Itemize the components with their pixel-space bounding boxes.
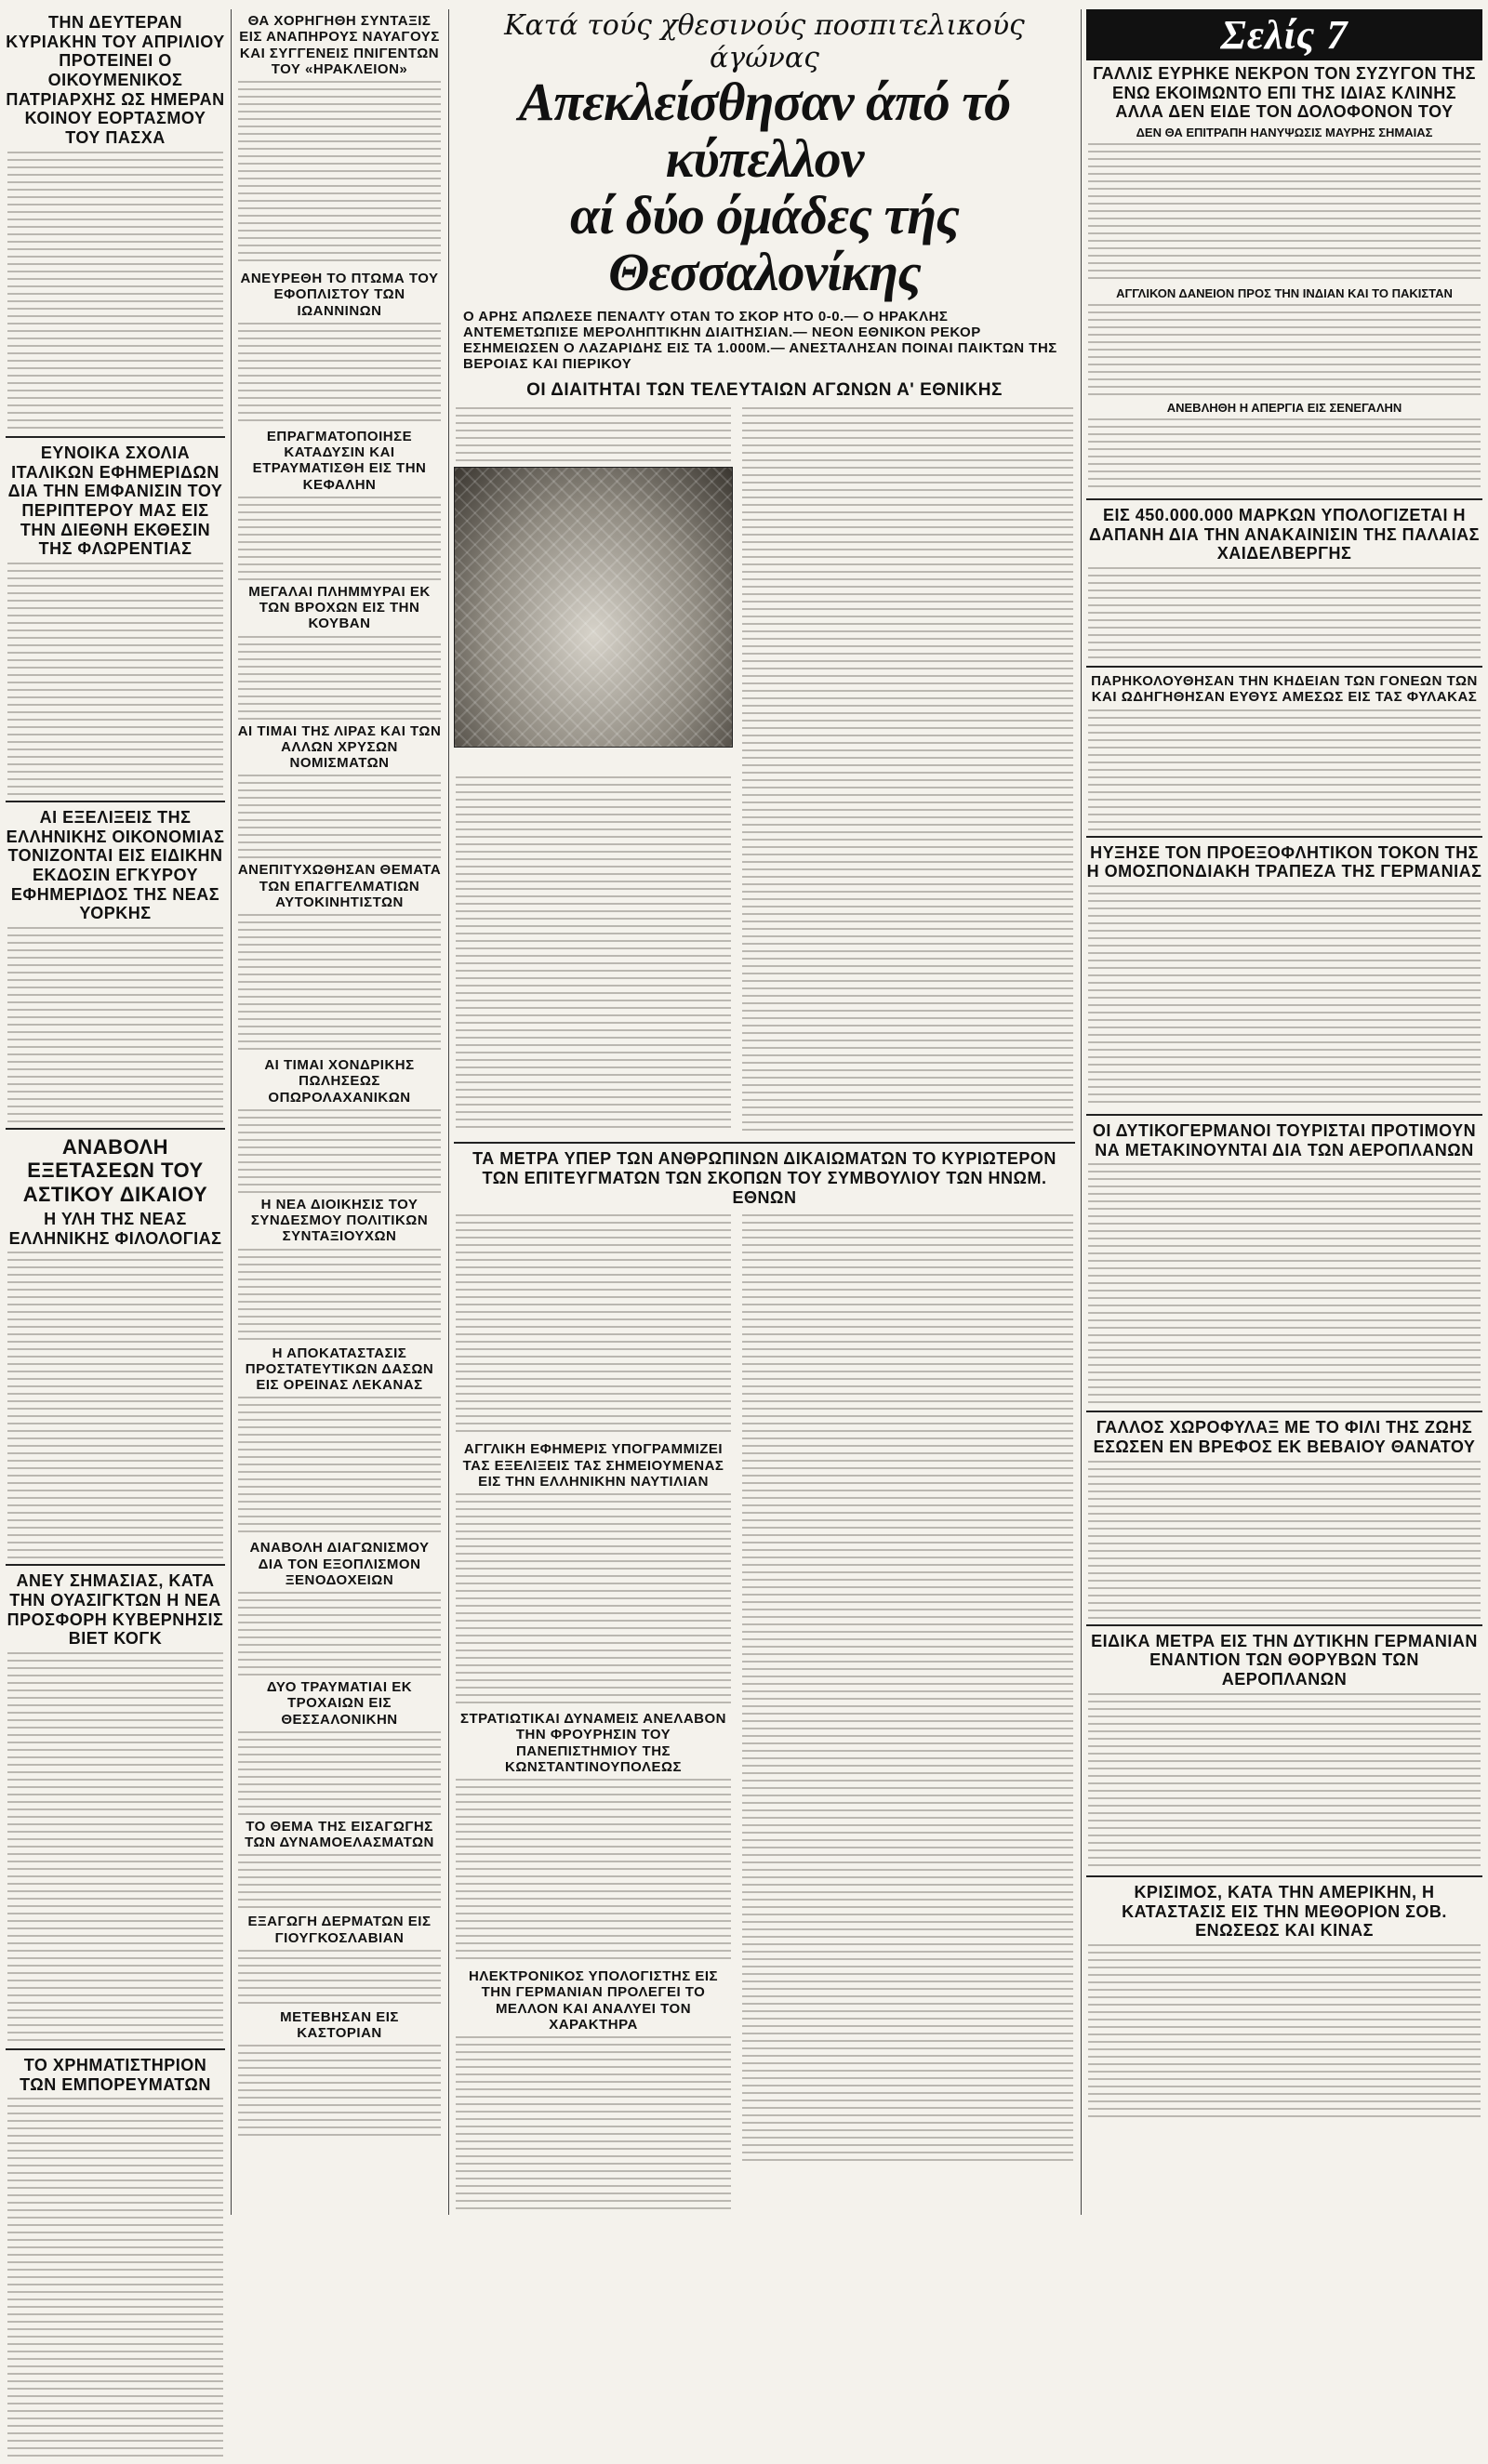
- left-column: [6, 9, 225, 2464]
- right-headline-8: ΓΑΛΛΟΣ ΧΩΡΟΦΥΛΑΞ ΜΕ ΤΟ ΦΙΛΙ ΤΗΣ ΖΩΗΣ ΕΣΩΣΕΝ ΕΝ ΒΡΕΦΟΣ ΕΚ ΒΕΒΑΙΟΥ ΘΑΝΑΤΟΥ: [1093, 1418, 1476, 1457]
- col2-headline-9: Η ΑΠΟΚΑΤΑΣΤΑΣΙΣ ΠΡΟΣΤΑΤΕΥΤΙΚΩΝ ΔΑΣΩΝ ΕΙΣ ΟΡΕΙΝΑΣ ΛΕΚΑΝΑΣ: [245, 1345, 434, 1393]
- right-headline-4: ΕΙΣ 450.000.000 ΜΑΡΚΩΝ ΥΠΟΛΟΓΙΖΕΤΑΙ Η ΔΑΠΑΝΗ ΔΙΑ ΤΗΝ ΑΝΑΚΑΙΝΙΣΙΝ ΤΗΣ ΠΑΛΑΙΑΣ ΧΑΙΔΕΛΒΕΡΓΗΣ: [1089, 506, 1480, 563]
- second-column: [236, 9, 443, 2141]
- article-body: [238, 2045, 441, 2138]
- article-body: [238, 1109, 441, 1193]
- article-body: [1088, 709, 1481, 830]
- left-headline-7: ΤΟ ΧΡΗΜΑΤΙΣΤΗΡΙΟΝ ΤΩΝ ΕΜΠΟΡΕΥΜΑΤΩΝ: [20, 2056, 211, 2094]
- right-column: [1086, 9, 1482, 2125]
- article-body: [238, 1249, 441, 1342]
- article-body: [742, 1214, 1073, 2163]
- page-number-logo: Σελίς 7: [1086, 9, 1482, 60]
- article-body: [1088, 1693, 1481, 1870]
- article-body: [238, 636, 441, 720]
- article-body: [1088, 1944, 1481, 2121]
- football-photo: [454, 467, 733, 748]
- left-headline-5: Η ΥΛΗ ΤΗΣ ΝΕΑΣ ΕΛΛΗΝΙΚΗΣ ΦΙΛΟΛΟΓΙΑΣ: [8, 1209, 222, 1248]
- col2-headline-12: ΤΟ ΘΕΜΑ ΤΗΣ ΕΙΣΑΓΩΓΗΣ ΤΩΝ ΔΥΝΑΜΟΕΛΑΣΜΑΤΩΝ: [245, 1818, 434, 1850]
- col2-headline-8: Η ΝΕΑ ΔΙΟΙΚΗΣΙΣ ΤΟΥ ΣΥΝΔΕΣΜΟΥ ΠΟΛΙΤΙΚΩΝ ΣΥΝΤΑΞΙΟΥΧΩΝ: [250, 1196, 429, 1245]
- right-headline-5: ΠΑΡΗΚΟΛΟΥΘΗΣΑΝ ΤΗΝ ΚΗΔΕΙΑΝ ΤΩΝ ΓΟΝΕΩΝ ΤΩΝ ΚΑΙ ΩΔΗΓΗΘΗΣΑΝ ΕΥΘΥΣ ΑΜΕΣΩΣ ΕΙΣ ΤΑΣ ΦΥΛΑΚΑΣ: [1091, 673, 1478, 706]
- article-body: [1088, 143, 1481, 283]
- article-body: [7, 1652, 223, 2043]
- article-body: [238, 81, 441, 267]
- article-body: [7, 1252, 223, 1558]
- center-column: [454, 9, 1075, 2217]
- article-body: [1088, 567, 1481, 660]
- article-body: [238, 323, 441, 425]
- center-deck: Ο ΑΡΗΣ ΑΠΩΛΕΣΕ ΠΕΝΑΛΤΥ ΟΤΑΝ ΤΟ ΣΚΟΡ ΗΤΟ 0-0.— Ο ΗΡΑΚΛΗΣ ΑΝΤΕΜΕΤΩΠΙΣΕ ΜΕΡΟΛΗΠΤΙΚΗΝ ΔΙΑΙΤΗΣΙΑΝ.— ΝΕΟΝ ΕΘΝΙΚΟΝ ΡΕΚΟΡ ΕΣΗΜΕΙΩΣΕΝ Ο ΛΑΖΑΡΙΔΗΣ ΕΙΣ ΤΑ 1.000Μ.— ΑΝΕΣΤΑΛΗΣΑΝ ΠΟΙΝΑΙ ΠΑΙΚΤΩΝ ΤΗΣ ΒΕΡΟΙΑΣ ΚΑΙ ΠΙΕΡΙΚΟΥ: [463, 308, 1057, 373]
- col2-headline-11: ΔΥΟ ΤΡΑΥΜΑΤΙΑΙ ΕΚ ΤΡΟΧΑΙΩΝ ΕΙΣ ΘΕΣΣΑΛΟΝΙΚΗΝ: [266, 1679, 413, 1728]
- article-body: [7, 927, 223, 1122]
- article-body: [238, 1397, 441, 1536]
- left-headline-3: ΑΙ ΕΞΕΛΙΞΕΙΣ ΤΗΣ ΕΛΛΗΝΙΚΗΣ ΟΙΚΟΝΟΜΙΑΣ ΤΟΝΙΖΟΝΤΑΙ ΕΙΣ ΕΙΔΙΚΗΝ ΕΚΔΟΣΙΝ ΕΓΚΥΡΟΥ ΕΦΗΜΕΡΙΔΟΣ ΤΗΣ ΝΕΑΣ ΥΟΡΚΗΣ: [6, 807, 225, 923]
- article-body: [238, 1592, 441, 1676]
- right-headline-6: ΗΥΞΗΣΕ ΤΟΝ ΠΡΟΕΞΟΦΛΗΤΙΚΟΝ ΤΟΚΟΝ ΤΗΣ Η ΟΜΟΣΠΟΝΔΙΑΚΗ ΤΡΑΠΕΖΑ ΤΗΣ ΓΕΡΜΑΝΙΑΣ: [1086, 842, 1482, 881]
- article-body: [456, 1779, 731, 1965]
- article-body: [1088, 1461, 1481, 1619]
- center-headline-a: ΑΓΓΛΙΚΗ ΕΦΗΜΕΡΙΣ ΥΠΟΓΡΑΜΜΙΖΕΙ ΤΑΣ ΕΞΕΛΙΞΕΙΣ ΤΑΣ ΣΗΜΕΙΟΥΜΕΝΑΣ ΕΙΣ ΤΗΝ ΕΛΛΗΝΙΚΗΝ ΝΑΥΤΙΛΙΑΝ: [462, 1441, 724, 1490]
- col2-headline-1: ΘΑ ΧΟΡΗΓΗΘΗ ΣΥΝΤΑΞΙΣ ΕΙΣ ΑΝΑΠΗΡΟΥΣ ΝΑΥΑΓΟΥΣ ΚΑΙ ΣΥΓΓΕΝΕΙΣ ΠΝΙΓΕΝΤΩΝ ΤΟΥ «ΗΡΑΚΛΕΙΟΝ»: [239, 13, 440, 77]
- right-headline-7: ΟΙ ΔΥΤΙΚΟΓΕΡΜΑΝΟΙ ΤΟΥΡΙΣΤΑΙ ΠΡΟΤΙΜΟΥΝ ΝΑ ΜΕΤΑΚΙΝΟΥΝΤΑΙ ΔΙΑ ΤΩΝ ΑΕΡΟΠΛΑΝΩΝ: [1092, 1121, 1477, 1159]
- col2-headline-13: ΕΞΑΓΩΓΗ ΔΕΡΜΑΤΩΝ ΕΙΣ ΓΙΟΥΓΚΟΣΛΑΒΙΑΝ: [247, 1914, 432, 1946]
- right-headline-3: ΑΝΕΒΛΗΘΗ Η ΑΠΕΡΓΙΑ ΕΙΣ ΣΕΝΕΓΑΛΗΝ: [1166, 401, 1402, 416]
- center-banner-line1: Απεκλείσθησαν άπό τό κύπελλον: [518, 72, 1011, 189]
- col2-headline-3: ΕΠΡΑΓΜΑΤΟΠΟΙΗΣΕ ΚΑΤΑΔΥΣΙΝ ΚΑΙ ΕΤΡΑΥΜΑΤΙΣΘΗ ΕΙΣ ΤΗΝ ΚΕΦΑΛΗΝ: [252, 428, 427, 493]
- col2-headline-14: ΜΕΤΕΒΗΣΑΝ ΕΙΣ ΚΑΣΤΟΡΙΑΝ: [280, 2008, 399, 2041]
- col2-headline-6: ΑΝΕΠΙΤΥΧΩΘΗΣΑΝ ΘΕΜΑΤΑ ΤΩΝ ΕΠΑΓΓΕΛΜΑΤΙΩΝ ΑΥΤΟΚΙΝΗΤΙΣΤΩΝ: [237, 862, 442, 910]
- market-prices-table: [7, 2098, 223, 2460]
- col2-headline-5: ΑΙ ΤΙΜΑΙ ΤΗΣ ΛΙΡΑΣ ΚΑΙ ΤΩΝ ΑΛΛΩΝ ΧΡΥΣΩΝ ΝΟΜΙΣΜΑΤΩΝ: [237, 722, 442, 771]
- column-rule: [231, 9, 232, 2215]
- center-subhead: ΟΙ ΔΙΑΙΤΗΤΑΙ ΤΩΝ ΤΕΛΕΥΤΑΙΩΝ ΑΓΩΝΩΝ Α' ΕΘΝΙΚΗΣ: [526, 379, 1003, 400]
- right-headline-10: ΚΡΙΣΙΜΟΣ, ΚΑΤΑ ΤΗΝ ΑΜΕΡΙΚΗΝ, Η ΚΑΤΑΣΤΑΣΙΣ ΕΙΣ ΤΗΝ ΜΕΘΟΡΙΟΝ ΣΟΒ. ΕΝΩΣΕΩΣ ΚΑΙ ΚΙΝΑΣ: [1122, 1882, 1447, 1941]
- right-headline-1: ΓΑΛΛΙΣ ΕΥΡΗΚΕ ΝΕΚΡΟΝ ΤΟΝ ΣΥΖΥΓΟΝ ΤΗΣ ΕΝΩ ΕΚΟΙΜΩΝΤΟ ΕΠΙ ΤΗΣ ΙΔΙΑΣ ΚΛΙΝΗΣ ΑΛΛΑ ΔΕΝ ΕΙΔΕ ΤΟΝ ΔΟΛΟΦΟΝΟΝ ΤΟΥ: [1093, 64, 1476, 122]
- article-body: [1088, 885, 1481, 1108]
- right-headline-9: ΕΙΔΙΚΑ ΜΕΤΡΑ ΕΙΣ ΤΗΝ ΔΥΤΙΚΗΝ ΓΕΡΜΑΝΙΑΝ ΕΝΑΝΤΙΟΝ ΤΩΝ ΘΟΡΥΒΩΝ ΤΩΝ ΑΕΡΟΠΛΑΝΩΝ: [1091, 1631, 1478, 1689]
- right-subhead-1: ΔΕΝ ΘΑ ΕΠΙΤΡΑΠΗ ΗΑΝΥΨΩΣΙΣ ΜΑΥΡΗΣ ΣΗΜΑΙΑΣ: [1136, 126, 1433, 140]
- article-body: [238, 914, 441, 1053]
- center-mid-headline: ΤΑ ΜΕΤΡΑ ΥΠΕΡ ΤΩΝ ΑΝΘΡΩΠΙΝΩΝ ΔΙΚΑΙΩΜΑΤΩΝ ΤΟ ΚΥΡΙΩΤΕΡΟΝ ΤΩΝ ΕΠΙΤΕΥΓΜΑΤΩΝ ΤΩΝ ΣΚΟΠΩΝ ΤΟΥ ΣΥΜΒΟΥΛΙΟΥ ΤΩΝ ΗΝΩΜ. ΕΘΝΩΝ: [472, 1149, 1056, 1207]
- article-body: [238, 775, 441, 858]
- article-body: [1088, 304, 1481, 397]
- photo-caption: [456, 750, 731, 773]
- left-headline-1: ΤΗΝ ΔΕΥΤΕΡΑΝ ΚΥΡΙΑΚΗΝ ΤΟΥ ΑΠΡΙΛΙΟΥ ΠΡΟΤΕΙΝΕΙ Ο ΟΙΚΟΥΜΕΝΙΚΟΣ ΠΑΤΡΙΑΡΧΗΣ ΩΣ ΗΜΕΡΑΝ ΚΟΙΝΟΥ ΕΟΡΤΑΣΜΟΥ ΤΟΥ ΠΑΣΧΑ: [6, 13, 225, 148]
- article-body: [238, 1731, 441, 1815]
- center-banner-line2: αί δύο όμάδες τής Θεσσαλονίκης: [570, 184, 959, 302]
- col2-headline-2: ΑΝΕΥΡΕΘΗ ΤΟ ΠΤΩΜΑ ΤΟΥ ΕΦΟΠΛΙΣΤΟΥ ΤΩΝ ΙΩΑΝΝΙΝΩΝ: [240, 271, 439, 319]
- left-headline-6: ΑΝΕΥ ΣΗΜΑΣΙΑΣ, ΚΑΤΑ ΤΗΝ ΟΥΑΣΙΓΚΤΩΝ Η ΝΕΑ ΠΡΟΣΦΟΡΗ ΚΥΒΕΡΝΗΣΙΣ ΒΙΕΤ ΚΟΓΚ: [7, 1571, 224, 1649]
- article-body: [456, 2036, 731, 2213]
- article-body: [7, 563, 223, 795]
- article-body: [238, 1854, 441, 1910]
- col2-headline-4: ΜΕΓΑΛΑΙ ΠΛΗΜΜΥΡΑΙ ΕΚ ΤΩΝ ΒΡΟΧΩΝ ΕΙΣ ΤΗΝ ΚΟΥΒΑΝ: [248, 583, 431, 632]
- col2-headline-7: ΑΙ ΤΙΜΑΙ ΧΟΝΔΡΙΚΗΣ ΠΩΛΗΣΕΩΣ ΟΠΩΡΟΛΑΧΑΝΙΚΩΝ: [264, 1057, 415, 1106]
- article-body: [238, 497, 441, 580]
- column-rule: [448, 9, 449, 2215]
- article-body: [1088, 418, 1481, 493]
- article-body: [7, 152, 223, 431]
- column-rule: [1081, 9, 1082, 2215]
- center-kicker: Κατά τούς χθεσινούς ποσπιτελικούς άγώνας: [504, 9, 1025, 74]
- article-body: [742, 407, 1073, 1133]
- article-body: [456, 1214, 731, 1437]
- left-headline-2: ΕΥΝΟΙΚΑ ΣΧΟΛΙΑ ΙΤΑΛΙΚΩΝ ΕΦΗΜΕΡΙΔΩΝ ΔΙΑ ΤΗΝ ΕΜΦΑΝΙΣΙΝ ΤΟΥ ΠΕΡΙΠΤΕΡΟΥ ΜΑΣ ΕΙΣ ΤΗΝ ΔΙΕΘΝΗ ΕΚΘΕΣΙΝ ΤΗΣ ΦΛΩΡΕΝΤΙΑΣ: [7, 443, 223, 559]
- article-body: [238, 1950, 441, 2006]
- right-headline-2: ΑΓΓΛΙΚΟΝ ΔΑΝΕΙΟΝ ΠΡΟΣ ΤΗΝ ΙΝΔΙΑΝ ΚΑΙ ΤΟ ΠΑΚΙΣΤΑΝ: [1116, 286, 1453, 301]
- article-body: [456, 407, 731, 463]
- col2-headline-10: ΑΝΑΒΟΛΗ ΔΙΑΓΩΝΙΣΜΟΥ ΔΙΑ ΤΟΝ ΕΞΟΠΛΙΣΜΟΝ ΞΕΝΟΔΟΧΕΙΩΝ: [249, 1540, 430, 1588]
- center-headline-b: ΣΤΡΑΤΙΩΤΙΚΑΙ ΔΥΝΑΜΕΙΣ ΑΝΕΛΑΒΟΝ ΤΗΝ ΦΡΟΥΡΗΣΙΝ ΤΟΥ ΠΑΝΕΠΙΣΤΗΜΙΟΥ ΤΗΣ ΚΩΝΣΤΑΝΤΙΝΟΥΠΟΛΕΩΣ: [460, 1711, 726, 1775]
- article-body: [456, 776, 731, 1130]
- left-headline-4: ΑΝΑΒΟΛΗ ΕΞΕΤΑΣΕΩΝ ΤΟΥ ΑΣΤΙΚΟΥ ΔΙΚΑΙΟΥ: [22, 1135, 208, 1206]
- article-body: [1088, 1163, 1481, 1405]
- center-headline-c: ΗΛΕΚΤΡΟΝΙΚΟΣ ΥΠΟΛΟΓΙΣΤΗΣ ΕΙΣ ΤΗΝ ΓΕΡΜΑΝΙΑΝ ΠΡΟΛΕΓΕΙ ΤΟ ΜΕΛΛΟΝ ΚΑΙ ΑΝΑΛΥΕΙ ΤΟΝ ΧΑΡΑΚΤΗΡΑ: [468, 1968, 719, 2033]
- article-body: [456, 1493, 731, 1707]
